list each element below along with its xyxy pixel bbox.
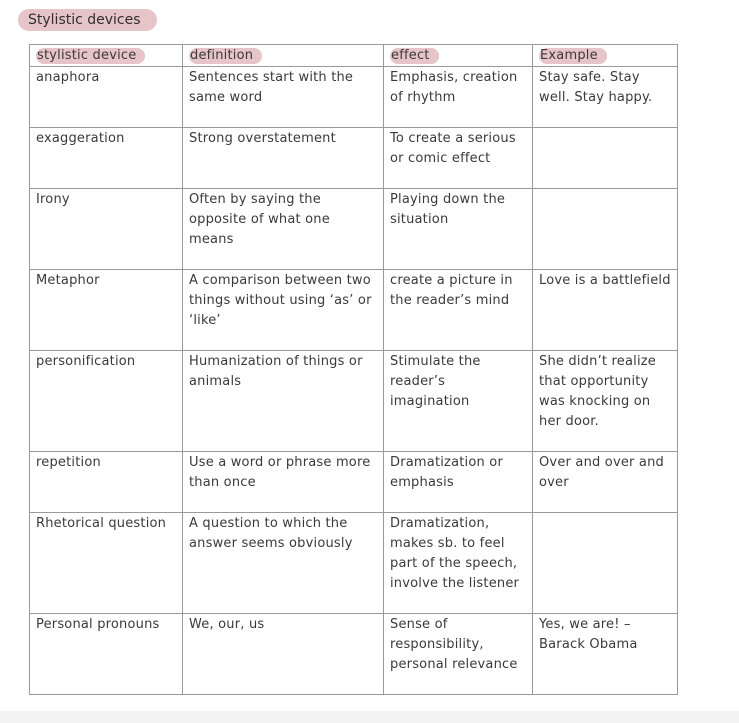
cell-device: exaggeration: [30, 128, 183, 189]
cell-device: Rhetorical question: [30, 513, 183, 614]
table-row: [30, 452, 678, 513]
cell-effect: Emphasis, creation of rhythm: [384, 67, 533, 128]
header-example: [533, 45, 678, 67]
cell-effect: Playing down the situation: [384, 189, 533, 270]
cell-device: repetition: [30, 452, 183, 513]
cell-example: [533, 513, 678, 614]
cell-definition: Strong overstatement: [183, 128, 384, 189]
cell-definition: Sentences start with the same word: [183, 67, 384, 128]
cell-definition: We, our, us: [183, 614, 384, 695]
cell-example: [533, 128, 678, 189]
page-bottom-edge: [0, 711, 739, 723]
header-definition: [183, 45, 384, 67]
cell-definition: Often by saying the opposite of what one means: [183, 189, 384, 270]
cell-example: [533, 189, 678, 270]
cell-example: Yes, we are! – Barack Obama: [533, 614, 678, 695]
table-header-row: [30, 45, 678, 67]
table-row: [30, 513, 678, 614]
cell-effect: Sense of responsibility, personal relevance: [384, 614, 533, 695]
cell-device: Metaphor: [30, 270, 183, 351]
table-row: [30, 614, 678, 695]
table-row: [30, 189, 678, 270]
cell-example: Over and over and over: [533, 452, 678, 513]
cell-device: anaphora: [30, 67, 183, 128]
cell-device: Irony: [30, 189, 183, 270]
table-row: [30, 351, 678, 452]
header-device-label: stylistic device: [36, 48, 145, 64]
cell-example: Stay safe. Stay well. Stay happy.: [533, 67, 678, 128]
header-definition-label: definition: [189, 48, 262, 64]
header-effect: [384, 45, 533, 67]
table-row: [30, 270, 678, 351]
cell-definition: A question to which the answer seems obviously: [183, 513, 384, 614]
cell-example: She didn’t realize that opportunity was knocking on her door.: [533, 351, 678, 452]
stylistic-devices-table: [29, 44, 678, 695]
page-title: Stylistic devices: [18, 9, 157, 31]
table-row: [30, 67, 678, 128]
table-row: [30, 128, 678, 189]
cell-effect: Stimulate the reader’s imagination: [384, 351, 533, 452]
cell-effect: create a picture in the reader’s mind: [384, 270, 533, 351]
cell-definition: Humanization of things or animals: [183, 351, 384, 452]
header-device: [30, 45, 183, 67]
cell-effect: To create a serious or comic effect: [384, 128, 533, 189]
cell-device: personification: [30, 351, 183, 452]
cell-device: Personal pronouns: [30, 614, 183, 695]
cell-effect: Dramatization or emphasis: [384, 452, 533, 513]
header-example-label: Example: [539, 48, 607, 64]
header-effect-label: effect: [390, 48, 439, 64]
cell-example: Love is a battlefield: [533, 270, 678, 351]
cell-effect: Dramatization, makes sb. to feel part of the speech, involve the listener: [384, 513, 533, 614]
cell-definition: A comparison between two things without using ‘as’ or ‘like’: [183, 270, 384, 351]
cell-definition: Use a word or phrase more than once: [183, 452, 384, 513]
